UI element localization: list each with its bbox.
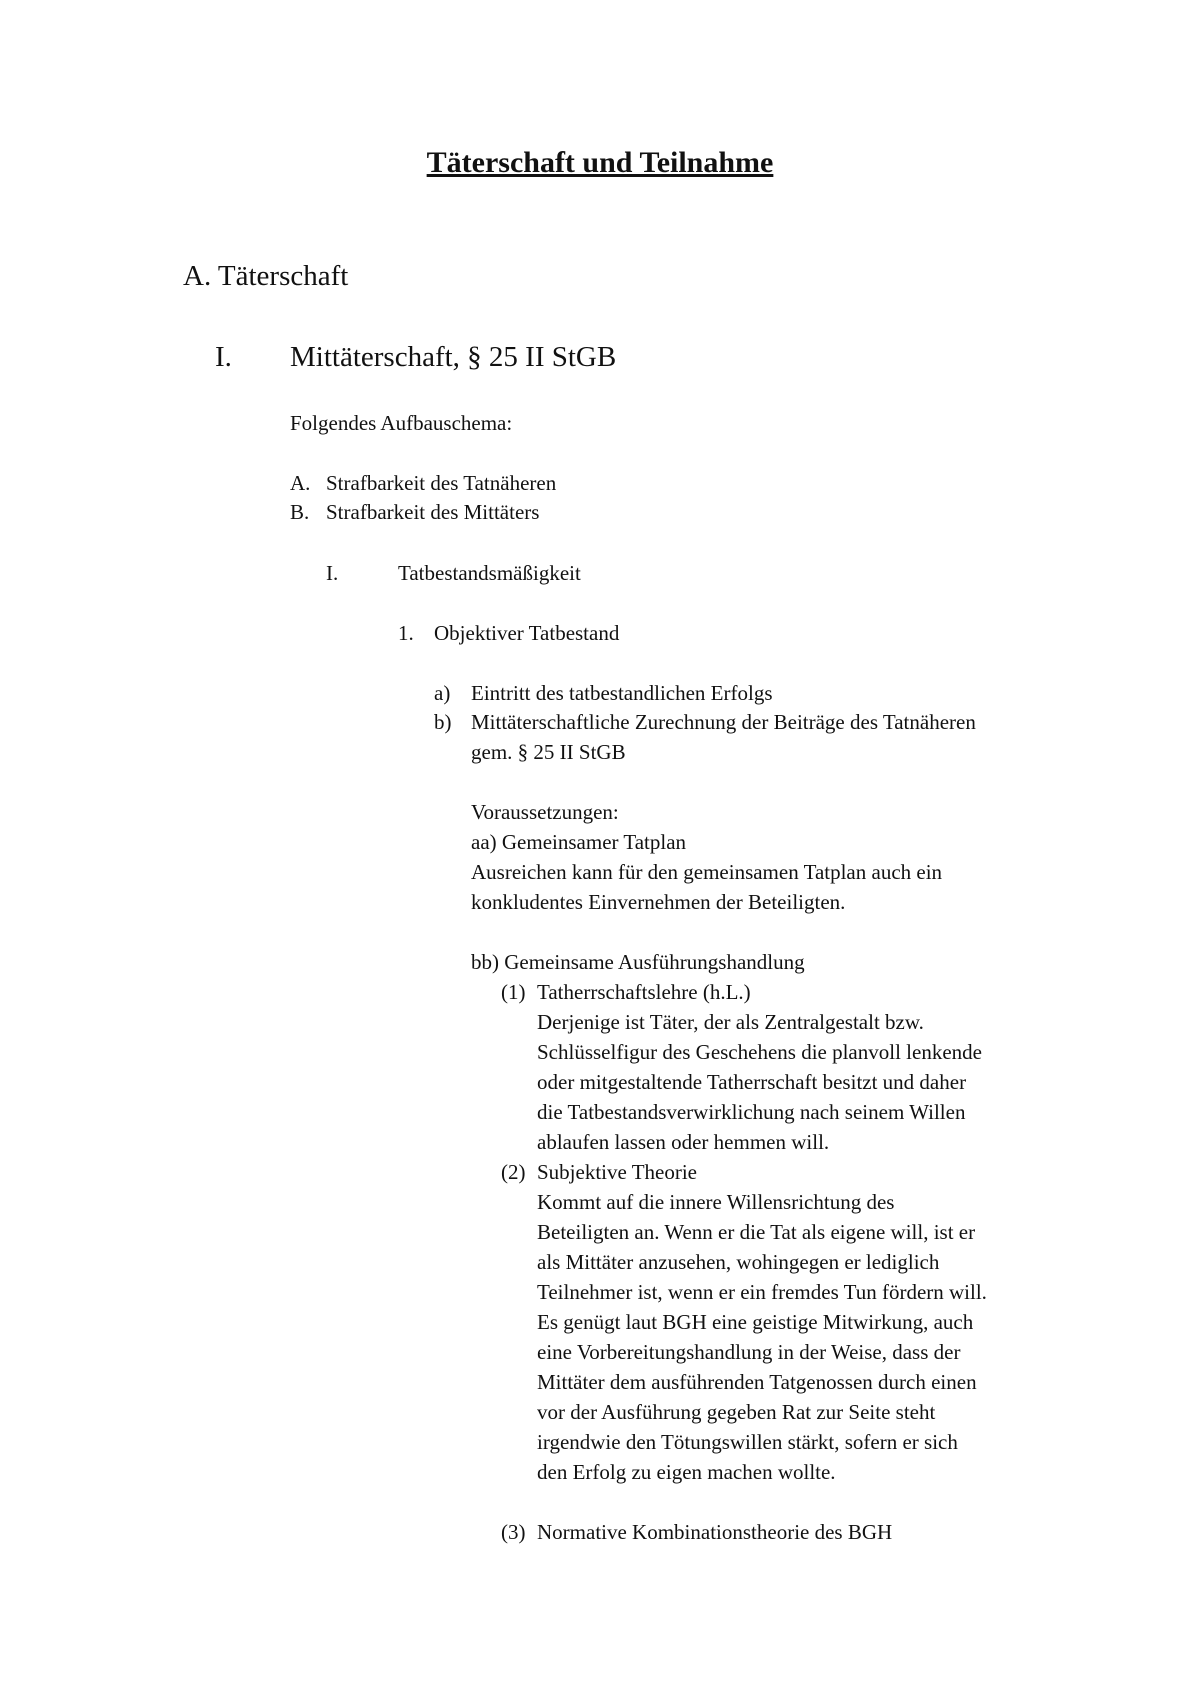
theory-2-text-line: irgendwie den Tötungswillen stärkt, sofern er sich [537,1430,958,1454]
schema-item-b: Strafbarkeit des Mittäters [326,500,540,524]
theory-2-text-line: vor der Ausführung gegeben Rat zur Seite steht [537,1400,936,1424]
voraussetzungen-label: Voraussetzungen: [471,800,619,824]
schema-mark-b: B. [290,500,310,524]
aa-text-line: konkludentes Einvernehmen der Beteiligten. [471,890,846,914]
aa-text-line: Ausreichen kann für den gemeinsamen Tatplan auch ein [471,860,943,884]
theory-3-heading: Normative Kombinationstheorie des BGH [537,1520,893,1544]
theory-2-heading: Subjektive Theorie [537,1160,697,1184]
theory-2-text-line: Es genügt laut BGH eine geistige Mitwirkung, auch [537,1310,974,1334]
theory-1-text-line: die Tatbestandsverwirklichung nach seinem Willen [537,1100,966,1124]
level-number-i: I. [326,561,339,585]
section-heading-a: A. Täterschaft [183,260,349,292]
theory-2-text-line: Mittäter dem ausführenden Tatgenossen durch einen [537,1370,977,1394]
subsection-number-i: I. [215,341,232,373]
item-text-b-line: gem. § 25 II StGB [471,740,626,764]
schema-mark-a: A. [290,471,311,495]
theory-1-text-line: Derjenige ist Täter, der als Zentralgestalt bzw. [537,1010,924,1034]
schema-intro: Folgendes Aufbauschema: [290,411,513,435]
subsection-heading-mittaeterschaft: Mittäterschaft, § 25 II StGB [290,341,617,373]
level-heading-objektiv: Objektiver Tatbestand [434,621,620,645]
theory-2-text-line: als Mittäter anzusehen, wohingegen er lediglich [537,1250,940,1274]
level-heading-tatbestand: Tatbestandsmäßigkeit [398,561,581,585]
item-mark-a: a) [434,681,451,705]
theory-3-number: (3) [501,1520,526,1544]
item-mark-b: b) [434,710,452,734]
schema-item-a: Strafbarkeit des Tatnäheren [326,471,557,495]
item-text-b-line: Mittäterschaftliche Zurechnung der Beiträge des Tatnäheren [471,710,976,734]
item-text-a: Eintritt des tatbestandlichen Erfolgs [471,681,773,705]
theory-1-text-line: Schlüsselfigur des Geschehens die planvoll lenkende [537,1040,982,1064]
level-number-1: 1. [398,621,414,645]
theory-2-text-line: Beteiligten an. Wenn er die Tat als eigene will, ist er [537,1220,976,1244]
page-title: Täterschaft und Teilnahme [426,146,774,179]
theory-1-number: (1) [501,980,526,1004]
theory-2-text-line: eine Vorbereitungshandlung in der Weise, dass der [537,1340,961,1364]
theory-1-text-line: ablaufen lassen oder hemmen will. [537,1130,830,1154]
theory-2-text-line: Kommt auf die innere Willensrichtung des [537,1190,895,1214]
theory-2-text-line: Teilnehmer ist, wenn er ein fremdes Tun fördern will. [537,1280,987,1304]
aa-heading: aa) Gemeinsamer Tatplan [471,830,687,854]
theory-2-number: (2) [501,1160,526,1184]
theory-1-text-line: oder mitgestaltende Tatherrschaft besitzt und daher [537,1070,967,1094]
theory-2-text-line: den Erfolg zu eigen machen wollte. [537,1460,836,1484]
theory-1-heading: Tatherrschaftslehre (h.L.) [537,980,751,1004]
bb-heading: bb) Gemeinsame Ausführungshandlung [471,950,805,974]
